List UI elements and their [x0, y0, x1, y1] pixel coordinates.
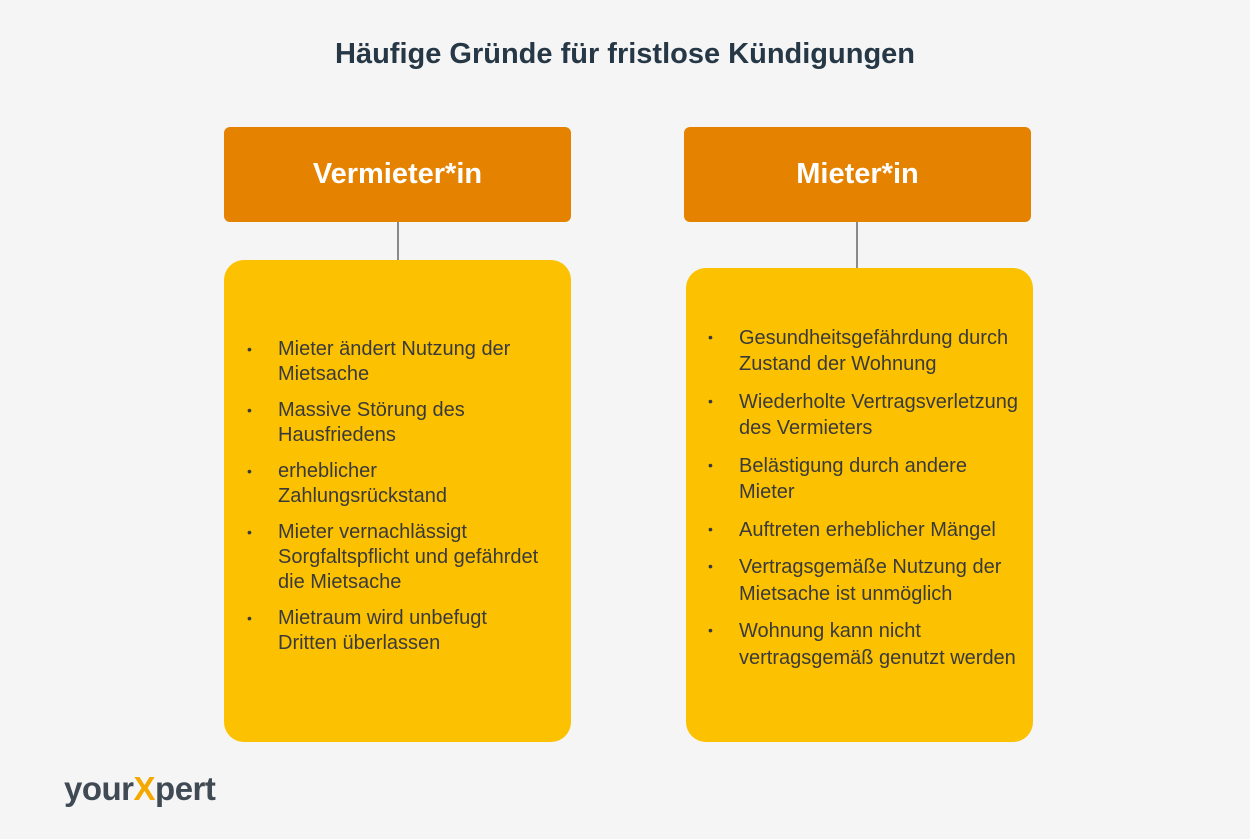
header-mieter — [684, 127, 1031, 222]
bullet-icon: • — [708, 456, 713, 473]
bullet-icon: • — [708, 558, 713, 575]
reasons-list-mieter — [686, 325, 1033, 672]
connector-line-right — [856, 222, 858, 268]
bullet-icon: • — [247, 609, 252, 626]
header-mieter-label: Mieter*in — [796, 158, 919, 190]
bullet-icon: • — [247, 340, 252, 357]
bullet-icon: • — [247, 401, 252, 418]
reasons-list-vermieter — [224, 337, 571, 656]
list-item: • Mietraum wird unbefugt Dritten überlassen — [247, 606, 487, 654]
reasons-box-mieter — [686, 268, 1033, 742]
header-vermieter — [224, 127, 571, 222]
list-item: • Auftreten erheblicher Mängel — [708, 518, 996, 541]
list-item: • erheblicher Zahlungsrückstand — [247, 459, 447, 507]
bullet-icon: • — [708, 520, 713, 537]
reasons-box-vermieter — [224, 260, 571, 742]
list-item: • Vertragsgemäße Nutzung der Mietsache ist unmöglich — [708, 556, 1002, 605]
list-item: • Belästigung durch andere Mieter — [708, 454, 967, 504]
bullet-icon: • — [247, 462, 252, 479]
page-title: Häufige Gründe für fristlose Kündigungen — [335, 38, 915, 70]
list-item: • Wohnung kann nicht vertragsgemäß genutzt werden — [708, 620, 1016, 669]
list-item: • Mieter ändert Nutzung der Mietsache — [247, 337, 511, 385]
header-vermieter-label: Vermieter*in — [312, 158, 483, 190]
bullet-icon: • — [708, 328, 713, 345]
bullet-icon: • — [708, 392, 713, 409]
list-item: • Mieter vernachlässigt Sorgfaltspflicht und gefährdet die Mietsache — [247, 520, 539, 593]
list-item: • Massive Störung des Hausfriedens — [247, 398, 465, 446]
yourxpert-logo: yourXpert — [64, 770, 216, 807]
list-item: • Gesundheitsgefährdung durch Zustand der Wohnung — [708, 326, 1009, 376]
bullet-icon: • — [247, 523, 252, 540]
list-item: • Wiederholte Vertragsverletzung des Vermieters — [708, 390, 1019, 440]
bullet-icon: • — [708, 622, 713, 639]
connector-line-left — [397, 222, 399, 261]
